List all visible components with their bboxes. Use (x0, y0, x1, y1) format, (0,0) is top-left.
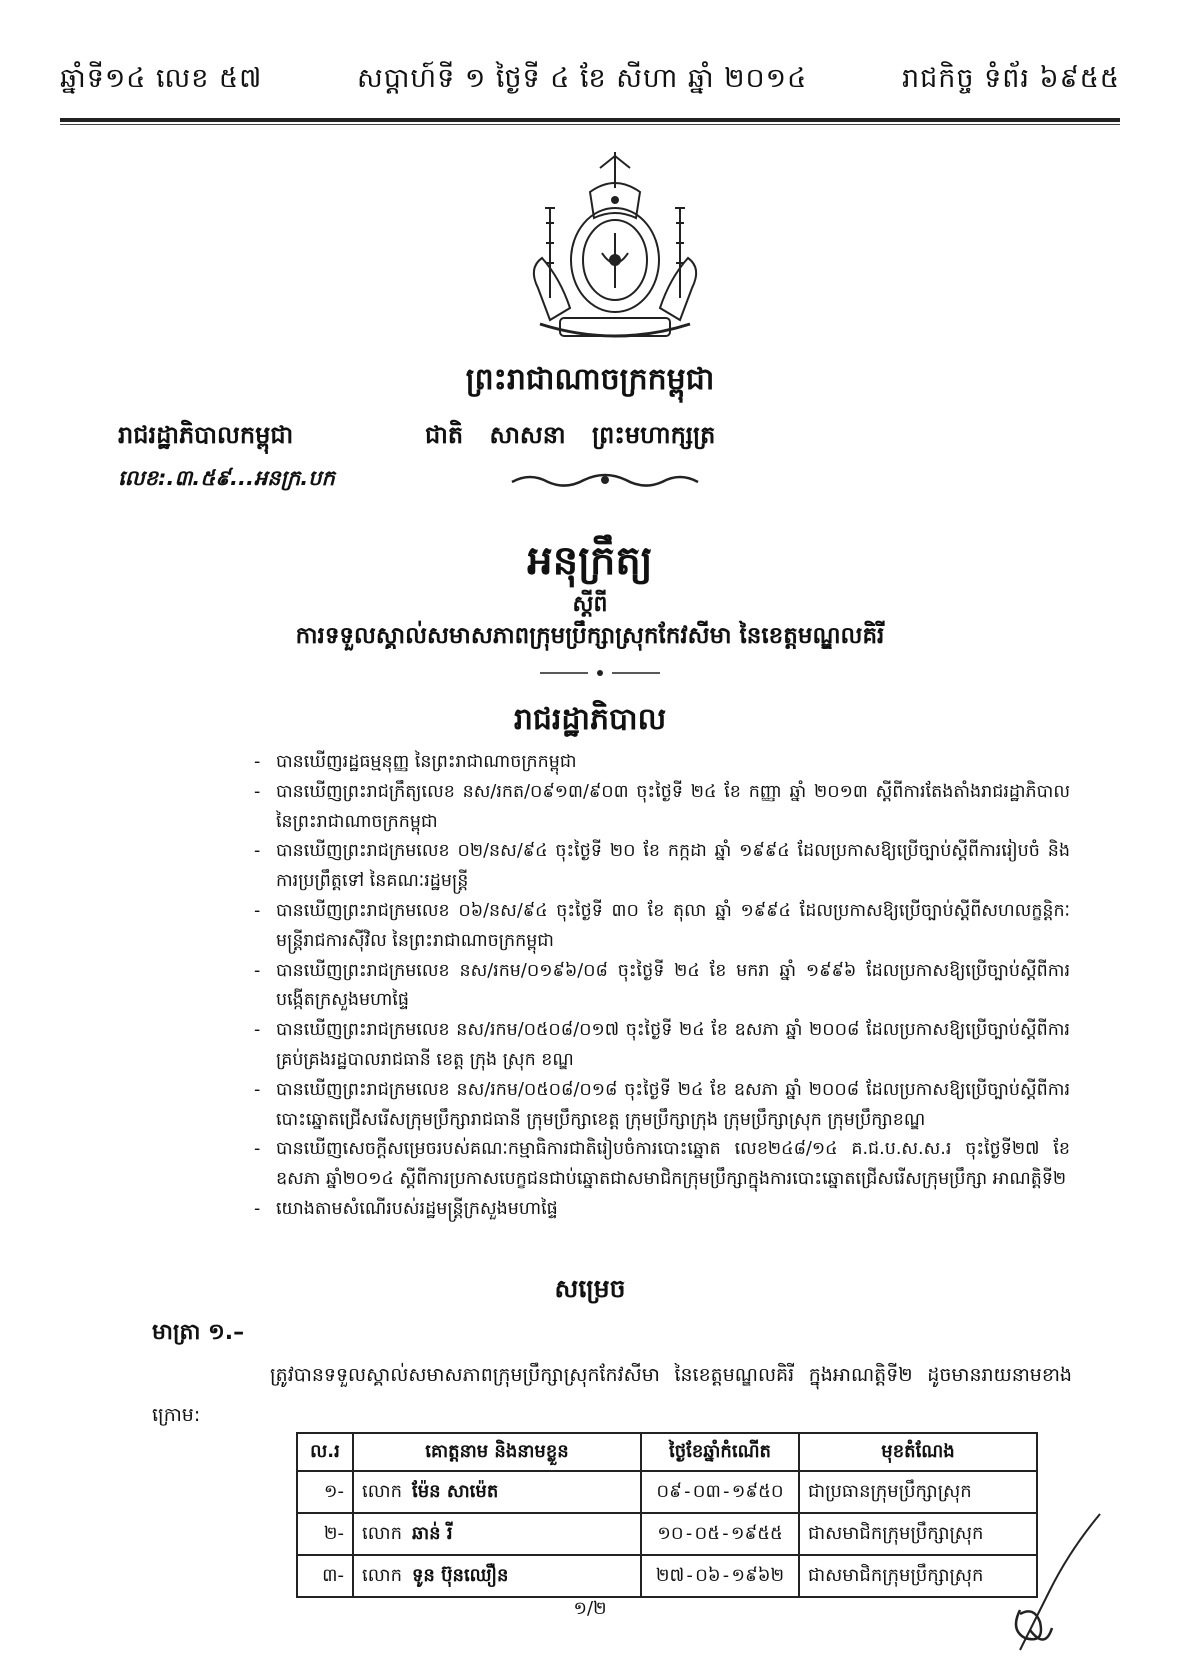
row-number: ១- (297, 1471, 353, 1513)
honorific: លោក (362, 1522, 402, 1544)
members-table (296, 1432, 1038, 1598)
gazette-header (60, 62, 1120, 101)
considerations-list (250, 748, 1070, 1225)
consideration-item: - បានឃើញព្រះរាជក្រឹត្យលេខ នស/រកត/០៩១៣/៩០៣ ចុះថ្ងៃទី ២៤ ខែ កញ្ញា ឆ្នាំ ២០១៣ ស្តីពីការតែងតាំងរាជរដ្ឋាភិបាល នៃព្រះរាជាណាចក្រកម្ពុជា (250, 778, 1070, 838)
col-header-dob: ថ្ងៃខែឆ្នាំកំណើត (641, 1433, 799, 1471)
signature-initial-icon (990, 1510, 1110, 1660)
table-row (297, 1555, 1037, 1597)
header-rule (60, 118, 1120, 122)
government-name: រាជរដ្ឋាភិបាលកម្ពុជា (118, 420, 294, 449)
member-dob: ២៧-០៦-១៩៦២ (641, 1555, 799, 1597)
consideration-item: - យោងតាមសំណើរបស់រដ្ឋមន្ត្រីក្រសួងមហាផ្ទៃ (250, 1195, 1070, 1225)
member-position: ជាប្រធានក្រុមប្រឹក្សាស្រុក (799, 1471, 1037, 1513)
subject-word: ស្តីពី (572, 591, 608, 617)
national-motto: ជាតិ សាសនា ព្រះមហាក្សត្រ (425, 420, 716, 449)
table-header-row (297, 1433, 1037, 1471)
header-rule-thin (60, 124, 1120, 125)
document-number: លេខ:.៣.៥៩...អនក្រ.បក (118, 466, 335, 490)
member-position: ជាសមាជិកក្រុមប្រឹក្សាស្រុក (799, 1513, 1037, 1555)
gazette-year-issue: ឆ្នាំទី១៤ លេខ ៥៧ (60, 63, 263, 94)
consideration-item: - បានឃើញព្រះរាជក្រមលេខ នស/រកម/០៥០៨/០១៧ ចុះថ្ងៃទី ២៤ ខែ ឧសភា ឆ្នាំ ២០០៨ ដែលប្រកាសឱ្យប្រើច្បាប់ស្តីពីការគ្រប់គ្រងរដ្ឋបាលរាជធានី ខេត្ត ក្រុង ស្រុក ខណ្ឌ (250, 1016, 1070, 1076)
small-ornament-icon (540, 668, 660, 678)
honorific: លោក (362, 1564, 402, 1586)
consideration-item: - បានឃើញព្រះរាជក្រមលេខ ០៦/នស/៩៤ ចុះថ្ងៃទី ៣០ ខែ តុលា ឆ្នាំ ១៩៩៤ ដែលប្រកាសឱ្យប្រើច្បាប់ស្តីពីសហលក្ខន្តិកៈមន្ត្រីរាជការស៊ីវិល នៃព្រះរាជាណាចក្រកម្ពុជា (250, 897, 1070, 957)
consideration-item: - បានឃើញរដ្ឋធម្មនុញ្ញ នៃព្រះរាជាណាចក្រកម្ពុជា (250, 748, 1070, 778)
member-name-cell (353, 1471, 641, 1513)
row-number: ៣- (297, 1555, 353, 1597)
col-header-number: ល.រ (297, 1433, 353, 1471)
royal-coat-of-arms-icon (520, 148, 710, 348)
col-header-position: មុខតំណែង (799, 1433, 1037, 1471)
page-number: ១/២ (573, 1598, 607, 1619)
consideration-item: - បានឃើញព្រះរាជក្រមលេខ ០២/នស/៩៤ ចុះថ្ងៃទី ២០ ខែ កក្កដា ឆ្នាំ ១៩៩៤ ដែលប្រកាសឱ្យប្រើច្បាប់ស្តីពីការរៀបចំ និងការប្រព្រឹត្តទៅ នៃគណៈរដ្ឋមន្ត្រី (250, 837, 1070, 897)
row-number: ២- (297, 1513, 353, 1555)
member-name: ម៉ែន សាម៉េត (412, 1480, 499, 1502)
consideration-item: - បានឃើញព្រះរាជក្រមលេខ នស/រកម/០១៩៦/០៨ ចុះថ្ងៃទី ២៤ ខែ មករា ឆ្នាំ ១៩៩៦ ដែលប្រកាសឱ្យប្រើច្បាប់ស្តីពីការបង្កើតក្រសួងមហាផ្ទៃ (250, 957, 1070, 1017)
member-dob: ១០-០៥-១៩៥៥ (641, 1513, 799, 1555)
table-row (297, 1513, 1037, 1555)
member-name: ឆាន់ រី (412, 1522, 453, 1544)
member-position: ជាសមាជិកក្រុមប្រឹក្សាស្រុក (799, 1555, 1037, 1597)
kingdom-name: ព្រះរាជាណាចក្រកម្ពុជា (465, 362, 715, 397)
gazette-week-date: សប្តាហ៍ទី ១ ថ្ងៃទី ៤ ខែ សីហា ឆ្នាំ ២០១៤ (356, 63, 808, 94)
document-subject: ការទទួលស្គាល់សមាសភាពក្រុមប្រឹក្សាស្រុកកែវសីមា នៃខេត្តមណ្ឌលគិរី (295, 622, 885, 649)
decision-heading: សម្រេច (554, 1274, 626, 1303)
member-name-cell (353, 1513, 641, 1555)
member-name: ទូន ប៊ុនឈឿន (412, 1564, 509, 1586)
article-heading: មាត្រា ១.– (152, 1320, 245, 1345)
document-title: អនុក្រឹត្យ (527, 537, 653, 584)
ornament-divider-icon (510, 470, 700, 490)
consideration-item: - បានឃើញសេចក្តីសម្រេចរបស់គណៈកម្មាធិការជាតិរៀបចំការបោះឆ្នោត លេខ២៤៨/១៤ គ.ជ.ប.ស.ស.រ ចុះថ្ងៃទី២៧ ខែឧសភា ឆ្នាំ២០១៤ ស្តីពីការប្រកាសបេក្ខជនជាប់ឆ្នោតជាសមាជិកក្រុមប្រឹក្សាក្នុងការបោះឆ្នោតជ្រើសរើសក្រុមប្រឹក្សា អាណត្តិទី២ (250, 1135, 1070, 1195)
member-name-cell (353, 1555, 641, 1597)
table-row (297, 1471, 1037, 1513)
article-body: ត្រូវបានទទួលស្គាល់សមាសភាពក្រុមប្រឹក្សាស្រុកកែវសីមា នៃខេត្តមណ្ឌលគិរី ក្នុងអាណត្តិទី២ ដូចមានរាយនាមខាងក្រោម: (152, 1364, 1072, 1426)
honorific: លោក (362, 1480, 402, 1502)
consideration-item: - បានឃើញព្រះរាជក្រមលេខ នស/រកម/០៥០៨/០១៨ ចុះថ្ងៃទី ២៤ ខែ ឧសភា ឆ្នាំ ២០០៨ ដែលប្រកាសឱ្យប្រើច្បាប់ស្តីពីការបោះឆ្នោតជ្រើសរើសក្រុមប្រឹក្សារាជធានី ក្រុមប្រឹក្សាខេត្ត ក្រុមប្រឹក្សាក្រុង ក្រុមប្រឹក្សាស្រុក ក្រុមប្រឹក្សាខណ្ឌ (250, 1076, 1070, 1136)
issuer-heading: រាជរដ្ឋាភិបាល (513, 702, 667, 737)
member-dob: ០៩-០៣-១៩៥០ (641, 1471, 799, 1513)
col-header-name: គោត្តនាម និងនាមខ្លួន (353, 1433, 641, 1471)
gazette-page: រាជកិច្ច ទំព័រ ៦៩៥៥ (901, 63, 1120, 94)
